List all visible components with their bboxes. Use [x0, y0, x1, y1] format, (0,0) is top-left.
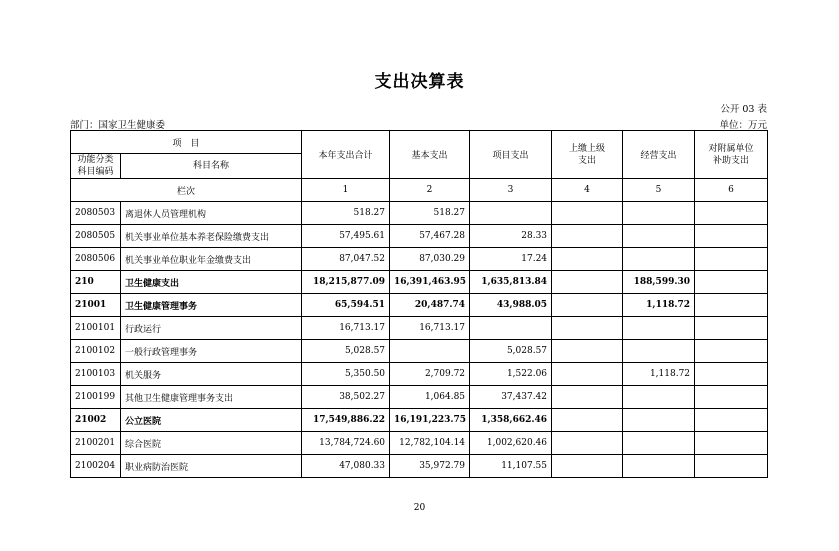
header-total: 本年支出合计	[302, 131, 390, 179]
row-business	[623, 386, 695, 409]
department-label: 部门：国家卫生健康委	[70, 120, 166, 131]
table-row	[71, 271, 768, 294]
row-name: 综合医院	[121, 432, 302, 455]
col-num: 1	[302, 179, 390, 202]
row-total: 13,784,724.60	[302, 432, 390, 455]
header-subsidy: 对附属单位 补助支出	[695, 131, 768, 179]
row-upper	[552, 455, 623, 478]
row-business	[623, 409, 695, 432]
row-business: 188,599.30	[623, 271, 695, 294]
row-business	[623, 432, 695, 455]
row-code: 2100204	[71, 455, 121, 478]
table-row	[71, 455, 768, 478]
table-row	[71, 409, 768, 432]
row-subsidy	[695, 248, 768, 271]
row-basic: 20,487.74	[390, 294, 470, 317]
header-code: 功能分类 科目编码	[71, 154, 121, 179]
row-business: 1,118.72	[623, 363, 695, 386]
row-code: 2080505	[71, 225, 121, 248]
page-number: 20	[413, 503, 426, 513]
row-upper	[552, 248, 623, 271]
row-basic: 518.27	[390, 202, 470, 225]
row-total: 38,502.27	[302, 386, 390, 409]
row-upper	[552, 432, 623, 455]
row-name: 机关事业单位职业年金缴费支出	[121, 248, 302, 271]
row-code: 2100199	[71, 386, 121, 409]
col-num: 6	[695, 179, 768, 202]
row-business	[623, 248, 695, 271]
col-num: 4	[552, 179, 623, 202]
header-item: 项 目	[71, 131, 302, 154]
row-code: 2100101	[71, 317, 121, 340]
row-total: 16,713.17	[302, 317, 390, 340]
table-row	[71, 202, 768, 225]
row-basic: 16,713.17	[390, 317, 470, 340]
row-subsidy	[695, 386, 768, 409]
row-total: 47,080.33	[302, 455, 390, 478]
row-upper	[552, 271, 623, 294]
row-basic: 35,972.79	[390, 455, 470, 478]
row-name: 一般行政管理事务	[121, 340, 302, 363]
page-title: 支出决算表	[374, 72, 465, 92]
row-subsidy	[695, 271, 768, 294]
row-project: 1,635,813.84	[470, 271, 552, 294]
row-business	[623, 225, 695, 248]
row-project	[470, 202, 552, 225]
row-upper	[552, 225, 623, 248]
table-row	[71, 363, 768, 386]
row-total: 5,350.50	[302, 363, 390, 386]
row-name: 卫生健康管理事务	[121, 294, 302, 317]
row-total: 65,594.51	[302, 294, 390, 317]
row-total: 18,215,877.09	[302, 271, 390, 294]
row-subsidy	[695, 225, 768, 248]
row-total: 87,047.52	[302, 248, 390, 271]
row-basic	[390, 340, 470, 363]
row-name: 机关事业单位基本养老保险缴费支出	[121, 225, 302, 248]
row-upper	[552, 294, 623, 317]
row-subsidy	[695, 317, 768, 340]
row-name: 职业病防治医院	[121, 455, 302, 478]
row-total: 17,549,886.22	[302, 409, 390, 432]
row-total: 5,028.57	[302, 340, 390, 363]
row-name: 行政运行	[121, 317, 302, 340]
row-basic: 16,191,223.75	[390, 409, 470, 432]
row-subsidy	[695, 202, 768, 225]
table-row	[71, 340, 768, 363]
col-num: 5	[623, 179, 695, 202]
row-project: 43,988.05	[470, 294, 552, 317]
row-upper	[552, 202, 623, 225]
row-code: 21001	[71, 294, 121, 317]
row-name: 机关服务	[121, 363, 302, 386]
row-project	[470, 317, 552, 340]
row-basic: 12,782,104.14	[390, 432, 470, 455]
row-upper	[552, 363, 623, 386]
table-row	[71, 432, 768, 455]
header-basic: 基本支出	[390, 131, 470, 179]
row-code: 2080503	[71, 202, 121, 225]
col-num: 2	[390, 179, 470, 202]
row-basic: 1,064.85	[390, 386, 470, 409]
row-business	[623, 455, 695, 478]
row-subsidy	[695, 455, 768, 478]
row-business	[623, 317, 695, 340]
row-code: 2080506	[71, 248, 121, 271]
row-subsidy	[695, 432, 768, 455]
table-row	[71, 225, 768, 248]
header-business: 经营支出	[623, 131, 695, 179]
row-project: 1,522.06	[470, 363, 552, 386]
table-row	[71, 317, 768, 340]
row-business: 1,118.72	[623, 294, 695, 317]
row-basic: 87,030.29	[390, 248, 470, 271]
header-upper: 上缴上级 支出	[552, 131, 623, 179]
row-name: 离退休人员管理机构	[121, 202, 302, 225]
row-subsidy	[695, 340, 768, 363]
row-subsidy	[695, 409, 768, 432]
row-subsidy	[695, 294, 768, 317]
unit-label: 单位：万元	[719, 120, 767, 131]
row-total: 518.27	[302, 202, 390, 225]
header-project: 项目支出	[470, 131, 552, 179]
row-basic: 2,709.72	[390, 363, 470, 386]
row-business	[623, 202, 695, 225]
row-subsidy	[695, 363, 768, 386]
header-col-label: 栏次	[71, 179, 302, 202]
row-project: 11,107.55	[470, 455, 552, 478]
col-num: 3	[470, 179, 552, 202]
row-upper	[552, 409, 623, 432]
row-project: 37,437.42	[470, 386, 552, 409]
form-number: 公开 03 表	[720, 104, 767, 115]
row-name: 其他卫生健康管理事务支出	[121, 386, 302, 409]
row-name: 公立医院	[121, 409, 302, 432]
row-basic: 16,391,463.95	[390, 271, 470, 294]
row-project: 1,002,620.46	[470, 432, 552, 455]
row-upper	[552, 317, 623, 340]
table-row	[71, 386, 768, 409]
row-name: 卫生健康支出	[121, 271, 302, 294]
row-code: 2100102	[71, 340, 121, 363]
row-code: 21002	[71, 409, 121, 432]
row-code: 2100103	[71, 363, 121, 386]
row-upper	[552, 340, 623, 363]
row-project: 5,028.57	[470, 340, 552, 363]
row-upper	[552, 386, 623, 409]
table-row	[71, 294, 768, 317]
row-basic: 57,467.28	[390, 225, 470, 248]
header-name: 科目名称	[121, 154, 302, 179]
row-business	[623, 340, 695, 363]
row-total: 57,495.61	[302, 225, 390, 248]
row-code: 210	[71, 271, 121, 294]
row-project: 1,358,662.46	[470, 409, 552, 432]
expenditure-table	[70, 130, 768, 478]
table-row	[71, 248, 768, 271]
row-project: 17.24	[470, 248, 552, 271]
row-code: 2100201	[71, 432, 121, 455]
row-project: 28.33	[470, 225, 552, 248]
